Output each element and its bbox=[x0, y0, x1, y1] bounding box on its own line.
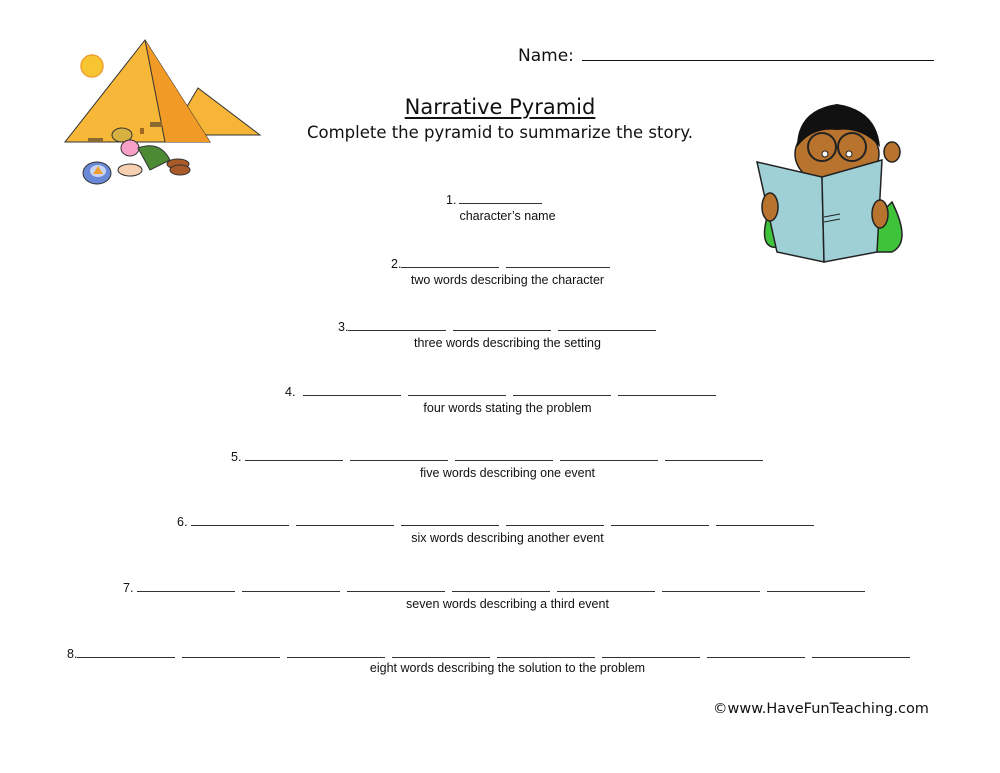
answer-blank[interactable] bbox=[182, 646, 280, 658]
name-label: Name: bbox=[518, 46, 574, 66]
row-number: 6. bbox=[177, 515, 188, 529]
answer-blank[interactable] bbox=[497, 646, 595, 658]
answer-blank[interactable] bbox=[191, 514, 289, 526]
answer-blank[interactable] bbox=[392, 646, 490, 658]
answer-blank[interactable] bbox=[401, 514, 499, 526]
answer-blank[interactable] bbox=[348, 319, 446, 331]
answer-blank[interactable] bbox=[287, 646, 385, 658]
row-caption: seven words describing a third event bbox=[406, 597, 609, 611]
answer-blank[interactable] bbox=[557, 580, 655, 592]
answer-blank[interactable] bbox=[296, 514, 394, 526]
row-number: 7. bbox=[123, 581, 134, 595]
row-number: 3. bbox=[338, 320, 349, 334]
row-number: 5. bbox=[231, 450, 242, 464]
row-caption: four words stating the problem bbox=[423, 401, 592, 415]
row-number: 8. bbox=[67, 647, 78, 661]
row-number: 2. bbox=[391, 257, 402, 271]
answer-blank[interactable] bbox=[618, 384, 716, 396]
answer-blank[interactable] bbox=[506, 256, 610, 268]
name-input-line[interactable] bbox=[582, 46, 934, 61]
answer-blank[interactable] bbox=[452, 580, 550, 592]
row-number: 1. bbox=[446, 193, 457, 207]
answer-blank[interactable] bbox=[453, 319, 551, 331]
name-field[interactable] bbox=[518, 46, 934, 66]
answer-blank[interactable] bbox=[558, 319, 656, 331]
page-title: Narrative Pyramid bbox=[404, 95, 596, 119]
row-caption: six words describing another event bbox=[411, 531, 604, 545]
answer-blank[interactable] bbox=[707, 646, 805, 658]
answer-blank[interactable] bbox=[350, 449, 448, 461]
answer-blank[interactable] bbox=[662, 580, 760, 592]
answer-blank[interactable] bbox=[513, 384, 611, 396]
answer-blank[interactable] bbox=[602, 646, 700, 658]
row-caption: two words describing the character bbox=[410, 273, 605, 287]
answer-blank[interactable] bbox=[506, 514, 604, 526]
answer-blank[interactable] bbox=[560, 449, 658, 461]
row-caption: five words describing one event bbox=[419, 466, 596, 480]
boy-reading-book-illustration bbox=[752, 92, 914, 267]
answer-blank[interactable] bbox=[812, 646, 910, 658]
answer-blank[interactable] bbox=[242, 580, 340, 592]
answer-blank[interactable] bbox=[665, 449, 763, 461]
answer-blank[interactable] bbox=[716, 514, 814, 526]
answer-blank[interactable] bbox=[459, 192, 542, 204]
answer-blank[interactable] bbox=[137, 580, 235, 592]
answer-blank[interactable] bbox=[77, 646, 175, 658]
copyright-footer: ©www.HaveFunTeaching.com bbox=[713, 701, 929, 717]
answer-blank[interactable] bbox=[401, 256, 499, 268]
row-caption: three words describing the setting bbox=[414, 336, 601, 350]
answer-blank[interactable] bbox=[347, 580, 445, 592]
answer-blank[interactable] bbox=[303, 384, 401, 396]
pyramids-explorer-illustration bbox=[60, 30, 270, 190]
row-caption: eight words describing the solution to the problem bbox=[369, 661, 646, 675]
answer-blank[interactable] bbox=[767, 580, 865, 592]
answer-blank[interactable] bbox=[408, 384, 506, 396]
row-number: 4. bbox=[285, 385, 296, 399]
page-subtitle: Complete the pyramid to summarize the story. bbox=[306, 123, 694, 142]
answer-blank[interactable] bbox=[245, 449, 343, 461]
answer-blank[interactable] bbox=[611, 514, 709, 526]
row-caption: character’s name bbox=[459, 209, 556, 223]
answer-blank[interactable] bbox=[455, 449, 553, 461]
